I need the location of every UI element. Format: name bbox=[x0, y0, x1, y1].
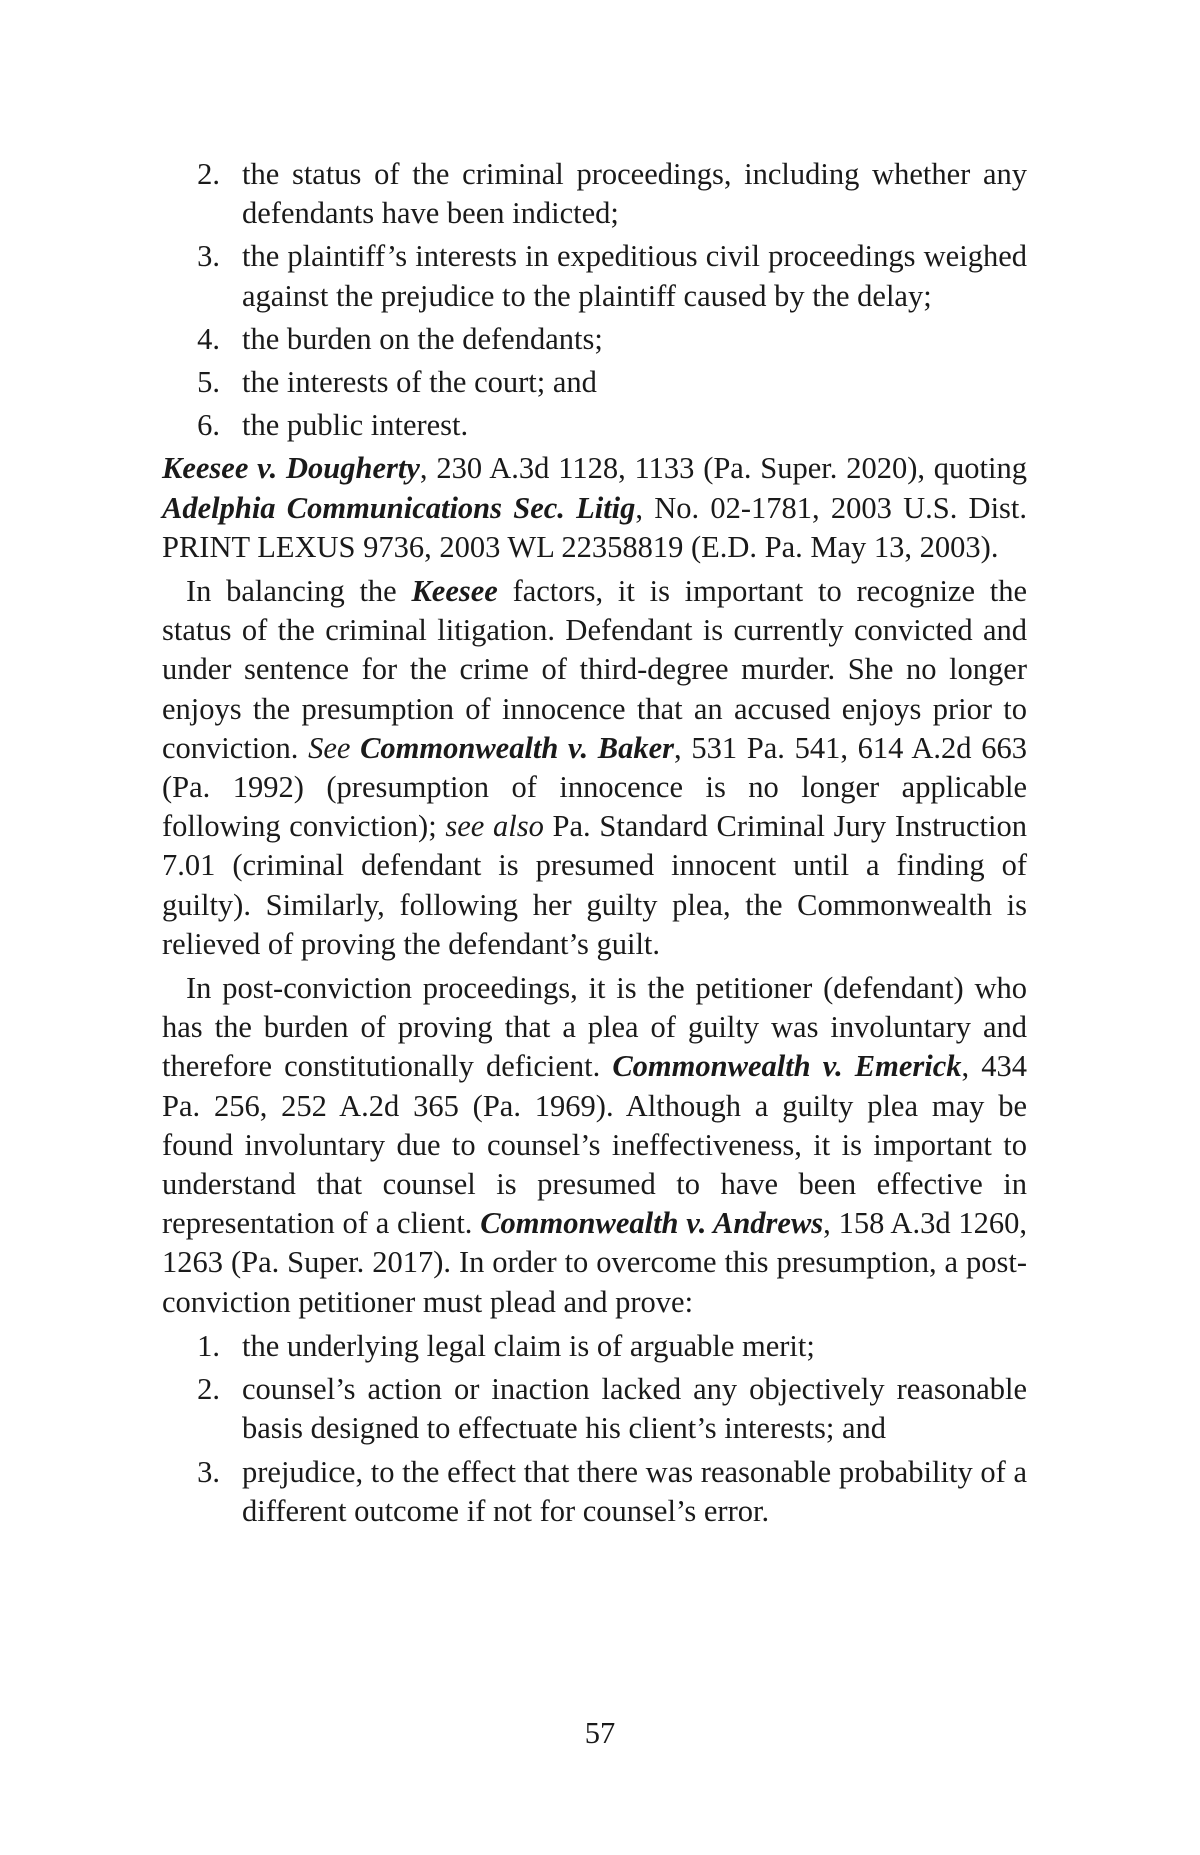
list-number: 5. bbox=[197, 365, 220, 400]
case-name: Keesee v. Dougherty bbox=[162, 451, 420, 486]
case-name: Keesee bbox=[411, 574, 498, 609]
citation-text: , 230 A.3d 1128, 1133 (Pa. Super. 2020), quoting bbox=[419, 451, 1027, 486]
paragraph-text: , 158 A.3d 1260, 1263 (Pa. Super. 2017). In order to overcome this presumption, a post-conviction petitioner must plead and prove: bbox=[162, 1206, 1027, 1319]
list-number: 3. bbox=[197, 239, 220, 274]
document-page bbox=[162, 155, 1027, 1535]
paragraph-text: In balancing the bbox=[186, 574, 412, 609]
list-number: 2. bbox=[197, 1372, 220, 1407]
list-item bbox=[162, 320, 1027, 359]
case-name: Commonwealth v. Emerick bbox=[612, 1049, 962, 1084]
citation-text: , No. 02-1781, 2003 U.S. Dist. PRINT LEXUS 9736, 2003 WL 22358819 (E.D. Pa. May 13, 2003). bbox=[162, 490, 1028, 564]
list-item bbox=[162, 1327, 1027, 1366]
list-text: prejudice, to the effect that there was reasonable probability of a different outcome if not for counsel’s error. bbox=[242, 1454, 1027, 1528]
list-item bbox=[162, 406, 1027, 445]
list-text: the interests of the court; and bbox=[242, 365, 597, 400]
list-text: the underlying legal claim is of arguable merit; bbox=[242, 1328, 815, 1363]
list-item bbox=[162, 363, 1027, 402]
list-number: 4. bbox=[197, 321, 220, 356]
list-number: 2. bbox=[197, 157, 220, 191]
list-item bbox=[162, 155, 1027, 233]
paragraph-text: , 531 Pa. 541, 614 A.2d 663 (Pa. 1992) (presumption of innocence is no longer applicable following conviction); bbox=[162, 730, 1027, 844]
paragraph-text: factors, it is important to recognize the status of the criminal litigation. Defendant is currently convicted and under sentence for the crime of third-degree murder. She no longer enjoys the presumption of innocence that an accused enjoys prior to conviction. bbox=[162, 574, 1027, 765]
paragraph-text: In post-conviction proceedings, it is the petitioner (defendant) who has the burden of proving that a plea of guilty was involuntary and therefore constitutionally deficient. bbox=[162, 971, 1027, 1084]
case-name: Commonwealth v. Andrews bbox=[480, 1206, 824, 1241]
list-number: 3. bbox=[197, 1454, 220, 1489]
factor-list bbox=[162, 155, 1027, 445]
signal-word: See bbox=[308, 730, 351, 765]
body-paragraph bbox=[162, 572, 1027, 964]
list-number: 1. bbox=[197, 1328, 220, 1363]
paragraph-text bbox=[350, 731, 360, 765]
case-name: Adelphia Communications Sec. Litig bbox=[162, 490, 636, 525]
list-text: counsel’s action or inaction lacked any objectively reasonable basis designed to effectuate his client’s interests; and bbox=[242, 1372, 1027, 1446]
body-paragraph bbox=[162, 969, 1027, 1322]
list-item bbox=[162, 237, 1027, 315]
page-number: 57 bbox=[584, 1716, 616, 1750]
case-citation bbox=[162, 449, 1027, 567]
list-number: 6. bbox=[197, 408, 220, 443]
list-item bbox=[162, 1370, 1027, 1448]
requirement-list bbox=[162, 1327, 1027, 1531]
signal-word: see also bbox=[445, 809, 544, 844]
list-text: the public interest. bbox=[242, 408, 469, 443]
list-text: the plaintiff’s interests in expeditious civil proceedings weighed against the prejudice to the plaintiff caused by the delay; bbox=[242, 239, 1027, 313]
list-item bbox=[162, 1453, 1027, 1531]
paragraph-text: , 434 Pa. 256, 252 A.2d 365 (Pa. 1969). Although a guilty plea may be found involuntary due to counsel’s ineffectiveness, it is important to understand that counsel is presumed to have been effective in representation of a client. bbox=[162, 1049, 1027, 1241]
list-text: the burden on the defendants; bbox=[242, 321, 603, 356]
paragraph-text: Pa. Standard Criminal Jury Instruction 7.01 (criminal defendant is presumed innocent until a finding of guilty). Similarly, following her guilty plea, the Commonwealth is relieved of proving the defendant’s guilt. bbox=[162, 809, 1027, 961]
case-name: Commonwealth v. Baker bbox=[360, 730, 675, 765]
list-text: the status of the criminal proceedings, including whether any defendants have been indicted; bbox=[242, 157, 1027, 231]
